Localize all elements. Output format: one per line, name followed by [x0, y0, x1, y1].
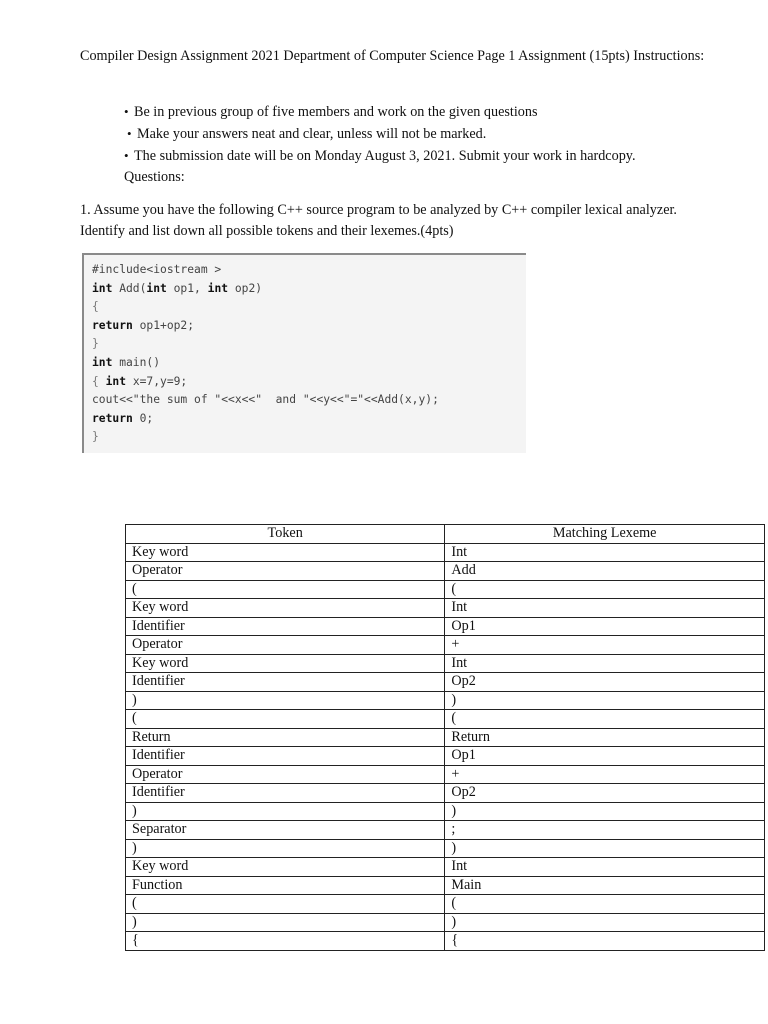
lexeme-cell: ) [445, 802, 765, 821]
token-cell: Separator [126, 821, 445, 840]
code-line [92, 298, 526, 317]
table-row [126, 728, 765, 747]
bullet-icon: • [124, 148, 129, 163]
code-keyword: int [105, 374, 127, 388]
instructions-list [124, 101, 724, 188]
table-row [126, 895, 765, 914]
token-cell: ) [126, 839, 445, 858]
code-text: main() [112, 355, 161, 369]
lexeme-cell: ) [445, 839, 765, 858]
bullet-icon: • [127, 126, 132, 141]
code-text: op1+op2; [132, 318, 195, 332]
table-row [126, 599, 765, 618]
table-body [126, 543, 765, 950]
instruction-item [124, 101, 724, 123]
token-cell: { [126, 932, 445, 951]
code-text: Add( [112, 281, 147, 295]
table-row [126, 765, 765, 784]
code-text: #include<iostream > [92, 263, 222, 276]
lexeme-cell: ( [445, 895, 765, 914]
header-matching-lexeme: Matching Lexeme [445, 525, 765, 544]
table-row [126, 876, 765, 895]
lexeme-cell: Op1 [445, 747, 765, 766]
token-cell: ) [126, 802, 445, 821]
token-cell: Operator [126, 765, 445, 784]
token-cell: Identifier [126, 784, 445, 803]
lexeme-cell: ) [445, 691, 765, 710]
instruction-text: The submission date will be on Monday August 3, 2021. Submit your work in hardcopy. [134, 148, 636, 164]
token-cell: Identifier [126, 747, 445, 766]
instruction-text: Be in previous group of five members and work on the given questions [134, 104, 538, 120]
lexeme-cell: Op2 [445, 673, 765, 692]
token-cell: Operator [126, 636, 445, 655]
code-text: x=7,y=9; [126, 374, 188, 388]
code-keyword: int [92, 355, 113, 369]
question-1 [80, 200, 750, 242]
code-text: } [92, 337, 99, 351]
questions-label: Questions: [124, 169, 185, 185]
code-line [92, 261, 526, 280]
code-text: cout<<"the sum of "<<x<<" and "<<y<<"="<<Add(x,y); [92, 393, 439, 407]
table-row [126, 747, 765, 766]
page-header: Compiler Design Assignment 2021 Department of Computer Science Page 1 Assignment (15pts) Instructions: [80, 48, 705, 64]
lexeme-cell: Int [445, 599, 765, 618]
code-keyword: return [92, 411, 133, 425]
lexeme-cell: ( [445, 710, 765, 729]
token-cell: ( [126, 895, 445, 914]
table-row [126, 913, 765, 932]
header-token: Token [126, 525, 445, 544]
lexeme-cell: Int [445, 543, 765, 562]
table-row [126, 932, 765, 951]
code-line [92, 373, 526, 392]
instruction-item [124, 145, 724, 167]
code-line [92, 280, 526, 299]
code-keyword: int [146, 281, 167, 295]
code-line [92, 391, 526, 410]
lexeme-cell: Int [445, 654, 765, 673]
table-row [126, 617, 765, 636]
question-1-line-1: 1. Assume you have the following C++ source program to be analyzed by C++ compiler lexical analyzer. [80, 202, 677, 218]
instruction-text: Make your answers neat and clear, unless will not be marked. [137, 126, 487, 142]
code-text: } [92, 430, 99, 444]
token-cell: Operator [126, 562, 445, 581]
token-cell: Key word [126, 858, 445, 877]
lexeme-cell: Int [445, 858, 765, 877]
code-text: op2) [228, 281, 263, 295]
lexeme-cell: ; [445, 821, 765, 840]
code-text: { [92, 374, 106, 388]
token-cell: Identifier [126, 617, 445, 636]
code-listing [82, 253, 526, 453]
lexeme-cell: Op1 [445, 617, 765, 636]
lexeme-cell: Add [445, 562, 765, 581]
table-row [126, 839, 765, 858]
code-keyword: int [207, 281, 229, 295]
code-text: op1, [166, 281, 208, 295]
table-row [126, 562, 765, 581]
bullet-icon: • [124, 104, 129, 119]
table-row [126, 802, 765, 821]
token-lexeme-table [125, 524, 765, 951]
code-line [92, 354, 526, 373]
table-row [126, 543, 765, 562]
lexeme-cell: + [445, 636, 765, 655]
token-cell: Function [126, 876, 445, 895]
table-row [126, 673, 765, 692]
lexeme-cell: Return [445, 728, 765, 747]
table-row [126, 710, 765, 729]
code-text: 0; [132, 411, 154, 425]
token-cell: Identifier [126, 673, 445, 692]
table-row [126, 691, 765, 710]
token-cell: ) [126, 691, 445, 710]
code-keyword: int [92, 281, 113, 295]
code-line [92, 410, 526, 429]
token-cell: ( [126, 710, 445, 729]
lexeme-cell: { [445, 932, 765, 951]
lexeme-cell: Op2 [445, 784, 765, 803]
table-row [126, 636, 765, 655]
lexeme-cell: ) [445, 913, 765, 932]
table-row [126, 858, 765, 877]
question-1-line-2: Identify and list down all possible tokens and their lexemes.(4pts) [80, 223, 454, 239]
token-cell: Key word [126, 654, 445, 673]
token-cell: Key word [126, 543, 445, 562]
instruction-item [124, 123, 724, 145]
code-text: { [92, 300, 99, 314]
table-row [126, 821, 765, 840]
code-line [92, 335, 526, 354]
token-cell: Return [126, 728, 445, 747]
code-line [92, 428, 526, 447]
token-cell: ) [126, 913, 445, 932]
code-line [92, 317, 526, 336]
token-cell: Key word [126, 599, 445, 618]
table-row [126, 580, 765, 599]
table-header-row [126, 525, 765, 544]
table-row [126, 654, 765, 673]
table-row [126, 784, 765, 803]
token-cell: ( [126, 580, 445, 599]
lexeme-cell: + [445, 765, 765, 784]
code-keyword: return [92, 318, 133, 332]
lexeme-cell: ( [445, 580, 765, 599]
lexeme-cell: Main [445, 876, 765, 895]
